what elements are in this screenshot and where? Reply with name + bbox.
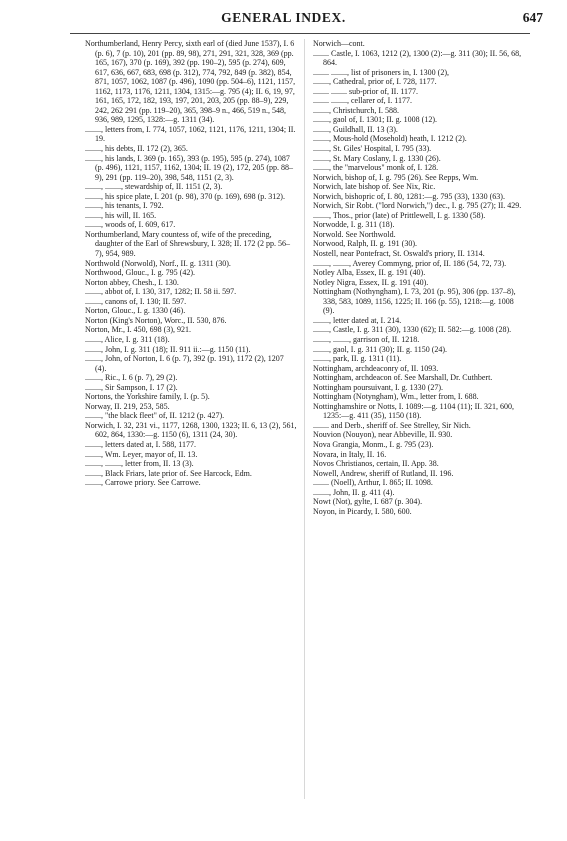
- index-entry: Norway, II. 219, 253, 585.: [85, 401, 170, 411]
- index-entry: ........, ........, garrison of, II. 1218.: [313, 334, 420, 344]
- left-index-column: [85, 39, 297, 488]
- index-entry: ........ ........, cellarer of, I. 1177.: [313, 96, 413, 106]
- index-entry: Nortons, the Yorkshire family, I. (p. 5).: [85, 392, 210, 402]
- index-entry: Nottinghamshire or Notts, I. 1089:—g. 1104 (11); II. 321, 600, 1235:—g. 411 (35), 1150 (18).: [313, 401, 514, 421]
- index-entry: ........, his lands, I. 369 (p. 165), 393 (p. 195), 595 (p. 274), 1087 (p. 496), 1121, 1157, 1162, 1304; II. 19 (2), 172, 205 (pp. 88–9), 291 (pp. 119–20), 398, 548, 1151 (2, 3).: [85, 153, 293, 182]
- index-entry: Norwich, I. 32, 231 vi., 1177, 1268, 1300, 1323; II. 6, 13 (2), 561, 602, 864, 1330:—g. 1150 (6), 1311 (24, 30).: [85, 420, 297, 440]
- index-entry: ........, ........, Averey Commyng, prior of, II. 186 (54, 72, 73).: [313, 258, 507, 268]
- index-entry: Norwich, Sir Robt. ("lord Norwich,") dec., I. g. 795 (27); II. 429.: [313, 201, 522, 211]
- page-number: 647: [522, 10, 543, 25]
- index-entry: Norton (King's Norton), Worc., II. 530, 876.: [85, 315, 227, 325]
- index-entry: ........, Castle, I. g. 311 (30), 1330 (62); II. 582:—g. 1008 (28).: [313, 325, 512, 335]
- index-entry: Novos Christianos, certain, II. App. 38.: [313, 459, 439, 469]
- index-entry: ........, ........, letter from, II. 13 (3).: [85, 459, 194, 469]
- index-entry: Norton abbey, Chesh., I. 130.: [85, 277, 179, 287]
- index-entry: ........, Ric., I. 6 (p. 7), 29 (2).: [85, 373, 178, 383]
- index-entry: Noyon, in Picardy, I. 580, 600.: [313, 506, 412, 516]
- header-rule: [70, 33, 530, 34]
- column-divider: [304, 39, 305, 799]
- index-entry: Notley Alba, Essex, II. g. 191 (40).: [313, 268, 426, 278]
- index-entry: Norton, Mr., I. 450, 698 (3), 921.: [85, 325, 191, 335]
- index-entry: Northwold (Norwold), Norf., II. g. 1311 (30).: [85, 258, 231, 268]
- index-entry: Nottingham, archdeaconry of, II. 1093.: [313, 363, 439, 373]
- index-entry: Norton, Glouc., I. g. 1330 (46).: [85, 306, 186, 316]
- index-entry: ........, his will, II. 165.: [85, 210, 157, 220]
- index-entry: ........, the "marvelous" monk of, I. 128.: [313, 163, 439, 173]
- index-entry: Norwood, Ralph, II. g. 191 (30).: [313, 239, 417, 249]
- index-entry: ........, canons of, I. 130; II. 597.: [85, 296, 187, 306]
- running-title: GENERAL INDEX.: [221, 10, 346, 25]
- index-entry: ........, John, I. g. 311 (18); II. 911 ii.:—g. 1150 (11).: [85, 344, 251, 354]
- index-entry: ........, John, II. g. 411 (4).: [313, 487, 395, 497]
- index-entry: ........, St. Giles' Hospital, I. 795 (33).: [313, 144, 432, 154]
- index-entry: ........ ........, list of prisoners in, I. 1300 (2),: [313, 67, 449, 77]
- index-entry: ........, his spice plate, I. 201 (p. 98), 370 (p. 169), 698 (p. 312).: [85, 191, 285, 201]
- index-entry: ........, woods of, I. 609, 617.: [85, 220, 176, 230]
- index-entry: ........, letters dated at, I. 588, 1177.: [85, 439, 197, 449]
- index-entry: Norwodde, I. g. 311 (18).: [313, 220, 395, 230]
- index-entry: ........, park, II. g. 1311 (11).: [313, 354, 402, 364]
- index-entry: ........, John, of Norton, I. 6 (p. 7), 392 (p. 191), 1172 (2), 1207 (4).: [85, 354, 284, 373]
- index-entry: Norwich, late bishop of. See Nix, Ric.: [313, 182, 436, 192]
- index-entry: ........ and Derb., sheriff of. See Strelley, Sir Nich.: [313, 420, 471, 430]
- index-entry: ........, Carrowe priory. See Carrowe.: [85, 478, 201, 488]
- index-entry: ........, abbot of, I. 130, 317, 1282; II. 58 ii. 597.: [85, 287, 237, 297]
- index-entry: ........ Castle, I. 1063, 1212 (2), 1300 (2):—g. 311 (30); II. 56, 68, 864.: [313, 48, 522, 68]
- index-entry: Nottingham poursuivant, I. g. 1330 (27).: [313, 382, 443, 392]
- index-entry: Novara, in Italy, II. 16.: [313, 449, 387, 459]
- index-entry: ........, gaol, I. g. 311 (30); II. g. 1150 (24).: [313, 344, 448, 354]
- index-entry: ........, Thos., prior (late) of Prittlewell, I. g. 1330 (58).: [313, 210, 486, 220]
- index-entry: ........, Christchurch, I. 588.: [313, 105, 399, 115]
- index-entry: Norwich, bishop of, I. g. 795 (26). See Repps, Wm.: [313, 172, 479, 182]
- index-entry: Norwold. See Northwold.: [313, 229, 396, 239]
- index-entry: ........, Mous-hold (Mosehold) heath, I. 1212 (2).: [313, 134, 467, 144]
- index-entry: Nowell, Andrew, sheriff of Rutland, II. 196.: [313, 468, 454, 478]
- index-entry: Norwich—cont.: [313, 39, 365, 48]
- index-entry: ........, Guildhall, II. 13 (3).: [313, 124, 398, 134]
- index-entry: ........, Cathedral, prior of, I. 728, 1177.: [313, 77, 437, 87]
- index-entry: ........, letter dated at, I. 214.: [313, 315, 402, 325]
- index-entry: ........, gaol of, I. 1301; II. g. 1008 (12).: [313, 115, 437, 125]
- index-entry: Nouvion (Nouyon), near Abbeville, II. 930.: [313, 430, 453, 440]
- index-entry: Nottingham (Notyngham), Wm., letter from, I. 688.: [313, 392, 479, 402]
- index-entry: Nottingham (Nothyngham), I. 73, 201 (p. 95), 306 (pp. 137–8), 338, 583, 1089, 1156, 1225; II. 166 (p. 55), 1218:—g. 1008 (9).: [313, 287, 516, 316]
- index-entry: ........, ........, stewardship of, II. 1151 (2, 3).: [85, 182, 223, 192]
- index-entry: Notley Nigra, Essex, II. g. 191 (40).: [313, 277, 429, 287]
- index-entry: ........, St. Mary Coslany, I. g. 1330 (26).: [313, 153, 441, 163]
- index-entry: Northwood, Glouc., I. g. 795 (42).: [85, 268, 195, 278]
- index-entry: Nostell, near Pontefract, St. Oswald's priory, II. 1314.: [313, 249, 485, 259]
- index-entry: Northumberland, Mary countess of, wife of the preceding, daughter of the Earl of Shrewsbury, I. 328; II. 172 (2 pp. 56–7), 954, 989.: [85, 229, 290, 259]
- index-entry: ........, Alice, I. g. 311 (18).: [85, 334, 170, 344]
- index-entry: ........, Black Friars, late prior of. See Harcock, Edm.: [85, 468, 252, 478]
- index-entry: ........, letters from, I. 774, 1057, 1062, 1121, 1176, 1211, 1304; II. 19.: [85, 124, 296, 144]
- index-entry: ........ (Noell), Arthur, I. 865; II. 1098.: [313, 478, 433, 488]
- index-entry: Norwich, bishopric of, I. 80, 1281:—g. 795 (33), 1330 (63).: [313, 191, 505, 201]
- index-entry: ........ ........ sub-prior of, II. 1177.: [313, 86, 419, 96]
- index-entry: ........, Wm. Leyer, mayor of, II. 13.: [85, 449, 198, 459]
- index-entry: Nova Grangia, Monm., I. g. 795 (23).: [313, 439, 434, 449]
- right-index-column: [313, 39, 525, 516]
- index-entry: ........, his debts, II. 172 (2), 365.: [85, 144, 188, 154]
- index-entry: ........, "the black fleet" of, II. 1212 (p. 427).: [85, 411, 225, 421]
- index-entry: Nottingham, archdeacon of. See Marshall, Dr. Cuthbert.: [313, 373, 493, 383]
- index-entry: ........, his tenants, I. 792.: [85, 201, 164, 211]
- index-entry: Nowt (Not), gylte, I. 687 (p. 304).: [313, 497, 423, 507]
- index-entry: Northumberland, Henry Percy, sixth earl of (died June 1537), I. 6 (p. 6), 7 (p. 10), 201 (pp. 89, 98), 271, 291, 321, 328, 369 (pp. 165, 167), 370 (p. 169), 392 (pp. 190–2), 595 (p. 274), 609, 617, 636, 667, 683, 698 (p. 312), 774, 792, 849 (p. 382), 854, 871, 1057, 1062, 1087 (p. 496), 1090 (pp. 504–6), 1121, 1157, 1162, 1173, 1176, 1211, 1304, 1315:—g. 795 (4); II. 6, 19, 97, 161, 165, 172, 182, 193, 197, 201, 203, 205 (pp. 88–9), 229, 242, 262 291 (pp. 119–20), 365, 398–9 n., 466, 519 n., 548, 936, 989, 1295, 1328:—g. 1311 (34).: [85, 39, 296, 125]
- index-entry: ........, Sir Sampson, I. 17 (2).: [85, 382, 178, 392]
